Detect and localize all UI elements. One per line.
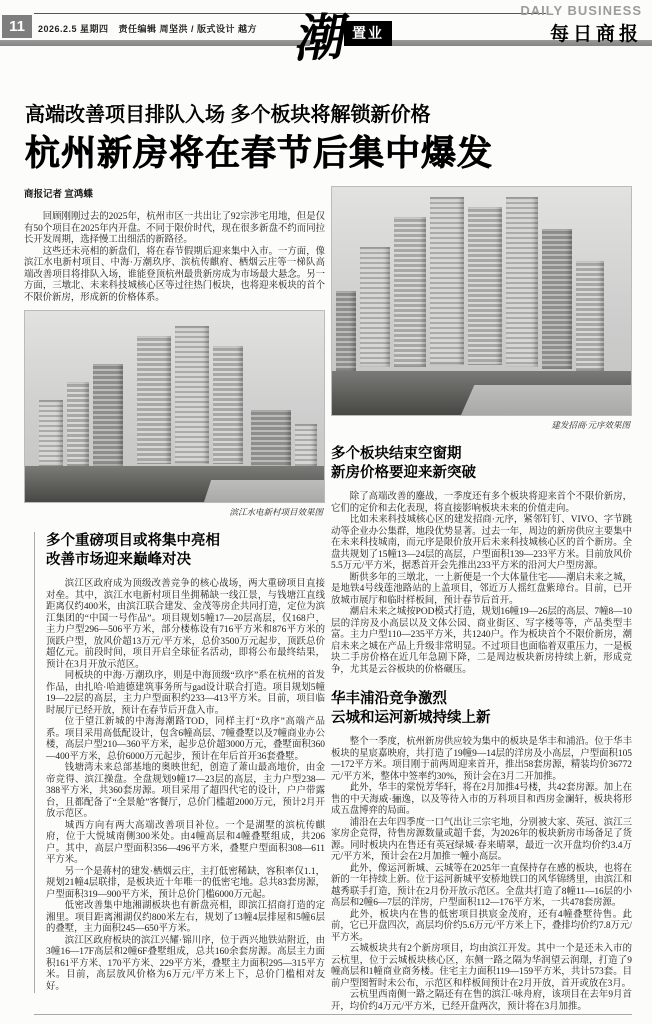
editors-line: 责任编辑 周坚洪 / 版式设计 越方 xyxy=(118,24,258,34)
header-rule xyxy=(34,13,546,14)
paragraph: 浦沿在去年四季度一口气出让三宗宅地，分别被大家、英冠、滨江三家房企竞得，待售房源数量或超千套，为2026年的板块新房市场备足了货源。同时板块内在售还有英冠绿城·春来晴翠，最近一次开盘均价约3.4万元/平方米，预计会在2月加推一幢小高层。 xyxy=(331,817,632,862)
paragraph: 位于望江新城的中海海潮路TOD，同样主打“玖序”高端产品系。项目采用高低配设计，包含6幢高层、7幢叠墅以及7幢商业办公楼，高层户型210—360平方米，起步总价超3000万元，叠墅面积360—400平方米，总价6000万元起步，预计在年后首开36套叠墅。 xyxy=(46,717,325,762)
paragraph: 云城板块共有2个新房项目，均由滨江开发。其中一个是还未入市的云杭里，位于云城板块核心区，东侧一路之隔为华润望云润璟，打造了9幢高层和1幢商业商务楼。住宅主力面积119—159平方米，共计573套。目前户型图暂时未公布，示范区和样板间预计在2月开放，首开或放在3月。 xyxy=(331,944,632,989)
paragraph: 滨江区政府板块的滨江兴耀·锦川序，位于西兴地铁站附近，由3幢16—17F高层和2幢6F叠墅组成，总共160余套房源。高层主力面积161平方米、170平方米、229平方米，叠墅主力面积295—315平方米。目前，高层放风价格为6万元/平方米上下，总价门槛相对友好。 xyxy=(46,935,325,992)
intro-paragraph: 回顾刚刚过去的2025年，杭州市区一共出让了92宗涉宅用地，但是仅有50个项目在2025年内开盘。不同于限价时代，现在很多新盘不约而同拉长开发周期，选择慢工出细活的新路径。 xyxy=(24,212,325,245)
intro-paragraph: 这些还未亮相的新盘们，将在春节假期后迎来集中入市。一方面，像滨江水电新村项目、中海·万潮玖序、滨杭传麒府、栖烟云庄等一梯队高端改善项目将排队入场，谁能登顶杭州最贵新房成为市场最大悬念。另一方面，三墩北、未来科技城核心区等过往热门板块，也将迎来板块的首个不限价新房，形成新的价格体系。 xyxy=(24,246,325,303)
paragraph: 比如未来科技城核心区的建发招商·元序，紧邻钉钉、VIVO、字节跳动等企业办公集群，地段优势显著。过去一年，周边的新房供应主要集中在未来科技城南，而元序是限价放开后未来科技城核心区的首个新房。全盘共规划了15幢13—24层的高层，户型面积139—233平方米。目前放风价5.5万元/平方米，据悉首开会先推出233平方米的沿河大户型房源。 xyxy=(331,515,632,571)
paragraph: 钱塘湾未来总部基地的奥映世纪，创造了萧山最高地价，由金帝竞得、滨江操盘。全盘规划9幢17—23层的高层，主力户型238—388平方米，共360套房源。项目采用了超四代宅的设计，户户带露台，且都配备了“全景舱”客餐厅，总价门槛超2000万元，预计2月开放示范区。 xyxy=(46,763,325,819)
paragraph: 滨江区政府成为顶级改善竞争的核心战场，两大重磅项目直接对垒。其中，滨江水电新村项目坐拥稀缺一线江景，与钱塘江直线距离仅约400米，由滨江联合建发、金茂等房企共同打造，定位为滨江集团的“中国一号作品”。项目规划5幢17—20层高层，仅168户，主力户型296—506平方米，部分楼栋设有716平方米和876平方米的顶跃户型，放风价超13万元/平方米，总价3500万元起步，顶跃总价超亿元。前段时间，项目开启全球征名活动，即将公布最终结果，预计在3月开放示范区。 xyxy=(46,579,325,670)
page-bottom-rule xyxy=(34,1014,632,1015)
paragraph: 整个一季度，杭州新房供应较为集中的板块是华丰和浦沿。位于华丰板块的星宸嘉映府，共打造了19幢9—14层的洋房及小高层，户型面积105—172平方米。项目刚于前两周迎来首开，推出58套房源，精装均价36772元/平方米，整体中签率约30%，预计会在3月二开加推。 xyxy=(331,737,632,782)
paragraph: 低密改善集中地湘湖板块也有新盘亮相，即滨江招商打造的定湘里。项目距离湘湖仅约800米左右，规划了13幢4层排屋和5幢6层的叠墅，主力面积245—650平方米。 xyxy=(46,901,325,934)
left-photo-caption: 滨江水电新村项目效果图 xyxy=(229,507,323,517)
masthead-section-badge: 置业 xyxy=(344,21,392,46)
paragraph: 云杭里西南侧一路之隔还有在售的滨江·咏舟府，该项目在去年9月首开，均价约4万元/平方米，已经开盘两次，预计将在3月加推。 xyxy=(331,990,632,1012)
right-column xyxy=(331,186,632,1013)
right-photo-image xyxy=(331,186,632,416)
section-huafeng-puyan xyxy=(331,690,632,1013)
paragraph: 除了高端改善的鏖战，一季度还有多个板块将迎来首个不限价新房，它们的定价和去化表现，将直接影响板块未来的价值走向。 xyxy=(331,492,632,514)
section-body xyxy=(331,492,632,676)
masthead-script: 潮 xyxy=(291,6,345,69)
headline-kicker: 高端改善项目排队入场 多个板块将解锁新价格 xyxy=(25,104,431,126)
paragraph: 断供多年的三墩北，一上新便是一个大体量住宅——潮启未来之城，是地铁4号线莲池路站的上盖项目，邻近万人摇红盘紫璋台。目前，已开放城市展厅和临时样板间，预计春节后首开。 xyxy=(331,572,632,606)
paragraph: 另一个是蒋村的建发·栖烟云庄，主打低密稀缺，容积率仅1.1，规划21幢4层联排，是板块近十年唯一的低密宅地。总共83套房源，户型面积319—900平方米，预计总价门槛6000万元起。 xyxy=(46,866,325,900)
section-body xyxy=(331,737,632,1013)
section-body xyxy=(46,579,325,993)
left-column xyxy=(24,186,325,993)
paragraph: 此外，华丰的棠悦芳华轩，将在2月加推4号楼，共42套房源。加上在售的中天海威·骊逸，以及等待入市的万科项目和西房金澜轩，板块将形成五盘博弈的局面。 xyxy=(331,783,632,816)
right-photo-caption: 建发招商·元序效果图 xyxy=(551,420,630,430)
paragraph: 城西方向有两大高端改善项目补位。一个是湖墅的滨杭传麒府，位于大悦城南侧300米处。由4幢高层和4幢叠墅组成，共206户。其中，高层户型面积356—496平方米，叠墅户型面积308—611平方米。 xyxy=(46,820,325,865)
date-editors-line xyxy=(38,22,267,35)
section-improvement-showdown xyxy=(34,532,325,993)
intro-paragraphs xyxy=(24,212,325,304)
paper-name-cn: 每日商报 xyxy=(549,24,642,45)
left-photo-image xyxy=(24,310,325,503)
paper-name-en: DAILY BUSINESS xyxy=(520,3,642,18)
section-new-price-breakthrough xyxy=(331,445,632,676)
byline: 商报记者 宣鸿蝶 xyxy=(24,190,93,200)
page-title: 杭州新房将在春节后集中爆发 xyxy=(25,134,494,173)
page-header xyxy=(0,0,652,69)
paragraph: 此外，板块内在售的低密项目拱宸金茂府，还有4幢叠墅待售。此前，它已开盘四次，高层均价约5.6万元/平方米上下，叠排均价约7.8万元/平方米。 xyxy=(331,909,632,943)
paragraph: 此外，像运河新城、云城等在2025年一直保持存在感的板块，也将在新的一年持续上新。位于运河新城平安桥地铁口的风华锦绣里，由滨江和越秀联手打造，预计在2月份开放示范区。全盘共打造了8幢11—16层的小高层和2幢6—7层的洋房，户型面积112—176平方米，一共478套房源。 xyxy=(331,863,632,908)
section-title: 多个重磅项目或将集中亮相 改善市场迎来巅峰对决 xyxy=(46,533,220,568)
section-title: 华丰浦沿竞争激烈 云城和运河新城持续上新 xyxy=(331,691,491,726)
header-bar-left xyxy=(0,40,310,46)
date-line: 2026.2.5 星期四 xyxy=(38,24,109,34)
paragraph: 潮启未来之城按POD模式打造，规划16幢19—26层的高层、7幢8—10层的洋房及小高层以及文体公园、商业街区、写字楼等等，产品类型丰富。主力户型110—235平方米，共1240户。作为板块首个不限价新房，潮启未来之城在产品上升级非常明显。不过项目也面临着双重压力，一是板块二手房价格在近几年急剧下降，二是周边板块新房持续上新，形成竞争，尤其是云谷板块的价格碾压。 xyxy=(331,607,632,675)
paragraph: 同板块的中海·万潮玖序，则是中海顶级“玖序”系在杭州的首发作品，由扎哈·哈迪德建筑事务所与gad设计联合打造。项目规划5幢19—22层的高层，主力户型面积约233—413平方米。目前，项目临时展厅已经开放，预计在春节后开盘入市。 xyxy=(46,671,325,716)
page-number-badge: 11 xyxy=(2,15,32,38)
section-title: 多个板块结束空窗期 新房价格要迎来新突破 xyxy=(331,446,476,481)
